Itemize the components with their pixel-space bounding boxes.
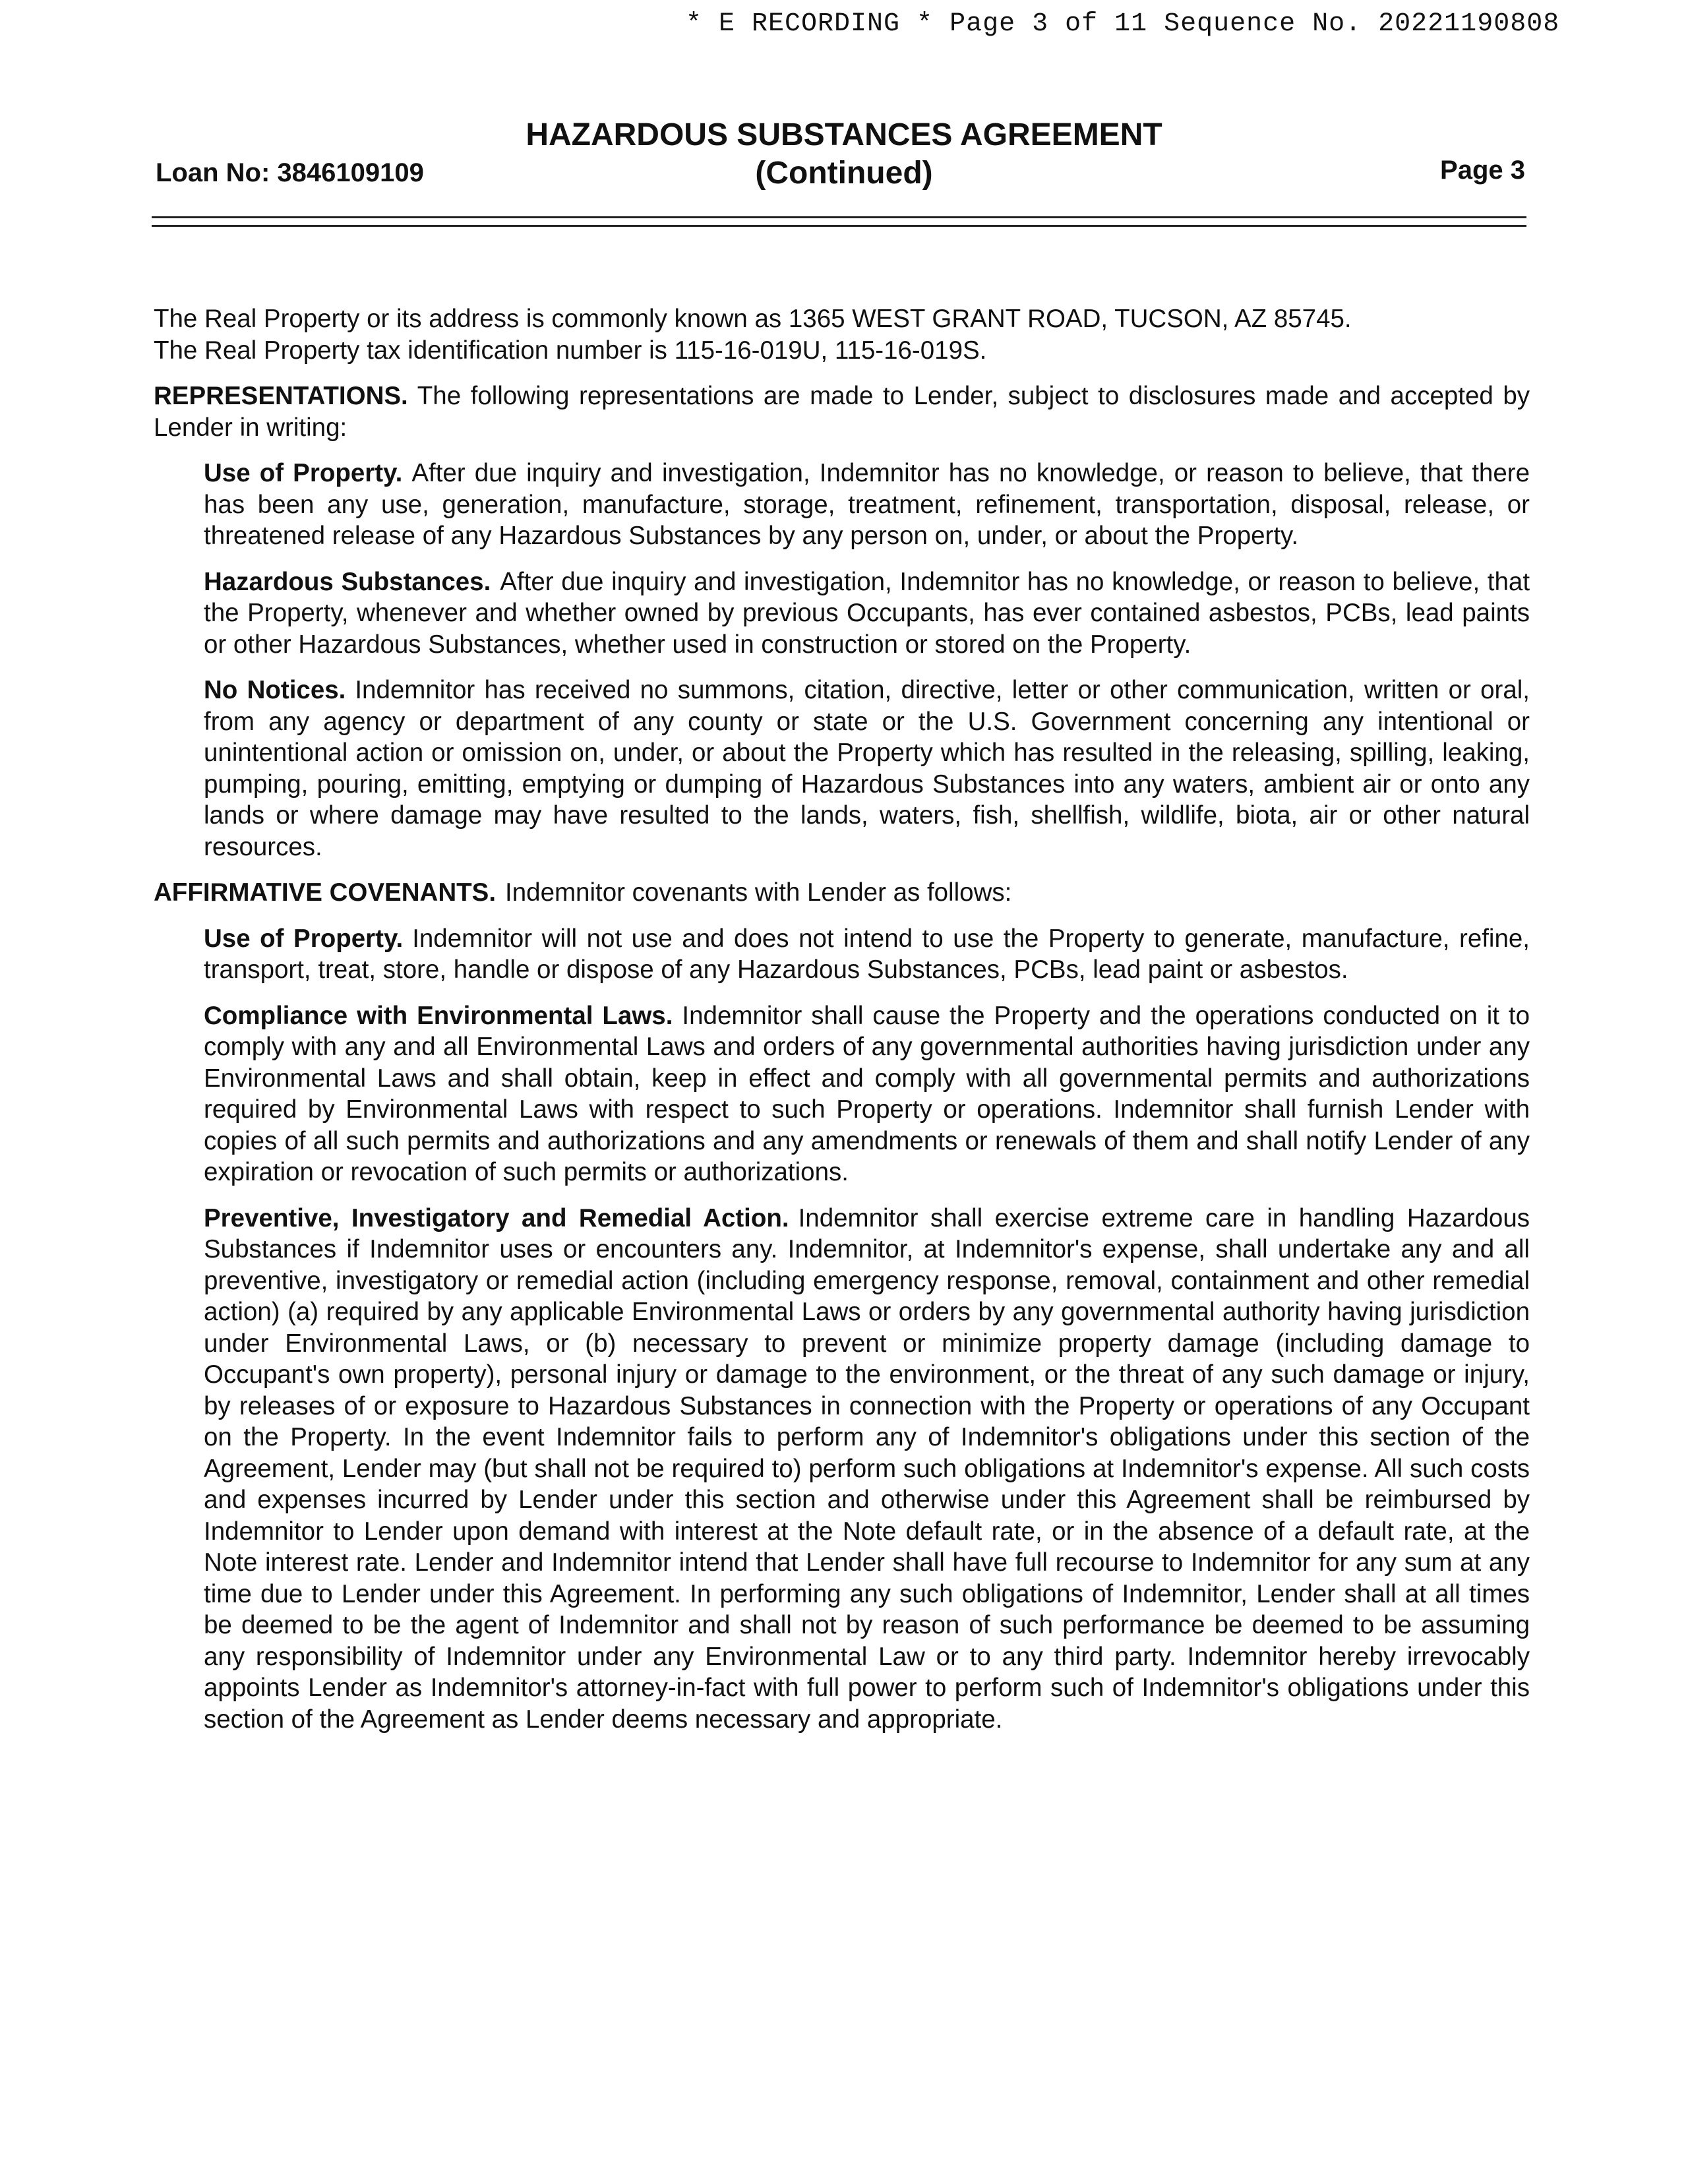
aff-compliance xyxy=(204,1000,1530,1188)
rep-use-label: Use of Property. xyxy=(204,459,403,487)
aff-use-label: Use of Property. xyxy=(204,924,404,953)
property-info xyxy=(154,303,1530,366)
rep-notices-label: No Notices. xyxy=(204,676,346,704)
aff-use-text: Indemnitor will not use and does not intend to use the Property to generate, manufacture, refine, transport, treat, store, handle or dispose of any Hazardous Substances, PCBs, lead paint or asbestos. xyxy=(204,924,1530,984)
rep-use-text: After due inquiry and investigation, Indemnitor has no knowledge, or reason to believe, that there has been any use, generation, manufacture, storage, treatment, refinement, transportation, disposal, release, or threatened release of any Hazardous Substances by any person on, under, or about the Property. xyxy=(204,459,1530,550)
representations-intro xyxy=(154,380,1530,443)
header-rule-bottom xyxy=(152,225,1526,227)
representations-intro-text: The following representations are made to Lender, subject to disclosures made and accepted by Lender in writing: xyxy=(154,382,1530,442)
aff-compliance-text: Indemnitor shall cause the Property and the operations conducted on it to comply with any and all Environmental Laws and orders of any governmental authorities having jurisdiction under any Environmental Laws and shall obtain, keep in effect and comply with all governmental permits and authorizations required by Environmental Laws with respect to such Property or operations. Indemnitor shall furnish Lender with copies of all such permits and authorizations and any amendments or renewals of them and shall notify Lender of any expiration or revocation of such permits or authorizations. xyxy=(204,1001,1530,1186)
aff-preventive-action xyxy=(204,1203,1530,1736)
rep-use-of-property xyxy=(204,458,1530,552)
property-address-line: The Real Property or its address is commonly known as 1365 WEST GRANT ROAD, TUCSON, AZ 85745. xyxy=(154,305,1352,333)
affirmative-intro xyxy=(154,877,1530,909)
affirmative-heading: AFFIRMATIVE COVENANTS. xyxy=(154,878,497,907)
aff-compliance-label: Compliance with Environmental Laws. xyxy=(204,1001,673,1030)
rep-notices-text: Indemnitor has received no summons, citation, directive, letter or other communication, written or oral, from any agency or department of any county or state or the U.S. Government concerning any intentional or unintentional action or omission on, under, or about the Property which has resulted in the releasing, spilling, leaking, pumping, pouring, emitting, emptying or dumping of Hazardous Substances into any waters, ambient air or onto any lands or where damage may have resulted to the lands, waters, fish, shellfish, wildlife, biota, air or other natural resources. xyxy=(204,676,1530,861)
rep-hazard-text: After due inquiry and investigation, Indemnitor has no knowledge, or reason to believe, that the Property, whenever and whether owned by previous Occupants, has ever contained asbestos, PCBs, lead paints or other Hazardous Substances, whether used in construction or stored on the Property. xyxy=(204,567,1530,659)
loan-number: Loan No: 3846109109 xyxy=(156,158,424,187)
recording-header: * E RECORDING * Page 3 of 11 Sequence No. 20221190808 xyxy=(686,9,1560,39)
document-subtitle: (Continued) xyxy=(755,156,933,191)
document-body xyxy=(154,303,1530,1749)
affirmative-intro-text: Indemnitor covenants with Lender as follows: xyxy=(505,878,1012,907)
header-rule-top xyxy=(152,216,1526,218)
rep-no-notices xyxy=(204,675,1530,863)
representations-heading: REPRESENTATIONS. xyxy=(154,382,408,410)
rep-hazard-label: Hazardous Substances. xyxy=(204,567,491,596)
aff-use-of-property xyxy=(204,923,1530,986)
aff-preventive-text: Indemnitor shall exercise extreme care in handling Hazardous Substances if Indemnitor uses or encounters any. Indemnitor, at Indemnitor's expense, shall undertake any and all preventive, investigatory or remedial action (including emergency response, removal, containment and other remedial action) (a) required by any applicable Environmental Laws or orders by any governmental authority having jurisdiction under Environmental Laws, or (b) necessary to prevent or minimize property damage (including damage to Occupant's own property), personal injury or damage to the environment, or the threat of any such damage or injury, by releases of or exposure to Hazardous Substances in connection with the Property or operations of any Occupant on the Property. In the event Indemnitor fails to perform any of Indemnitor's obligations under this section of the Agreement, Lender may (but shall not be required to) perform such obligations at Indemnitor's expense. All such costs and expenses incurred by Lender under this section and otherwise under this Agreement shall be reimbursed by Indemnitor to Lender upon demand with interest at the Note default rate, or in the absence of a default rate, at the Note interest rate. Lender and Indemnitor intend that Lender shall have full recourse to Indemnitor for any sum at any time due to Lender under this Agreement. In performing any such obligations of Indemnitor, Lender shall at all times be deemed to be the agent of Indemnitor and shall not by reason of such performance be deemed to be assuming any responsibility of Indemnitor under any Environmental Law or to any third party. Indemnitor hereby irrevocably appoints Lender as Indemnitor's attorney-in-fact with full power to perform such of Indemnitor's obligations under this section of the Agreement as Lender deems necessary and appropriate. xyxy=(204,1203,1530,1734)
aff-preventive-label: Preventive, Investigatory and Remedial Action. xyxy=(204,1203,789,1232)
document-title: HAZARDOUS SUBSTANCES AGREEMENT xyxy=(526,117,1162,152)
rep-hazardous-substances xyxy=(204,566,1530,661)
property-tax-line: The Real Property tax identification number is 115-16-019U, 115-16-019S. xyxy=(154,336,987,365)
page-number: Page 3 xyxy=(1440,156,1525,185)
